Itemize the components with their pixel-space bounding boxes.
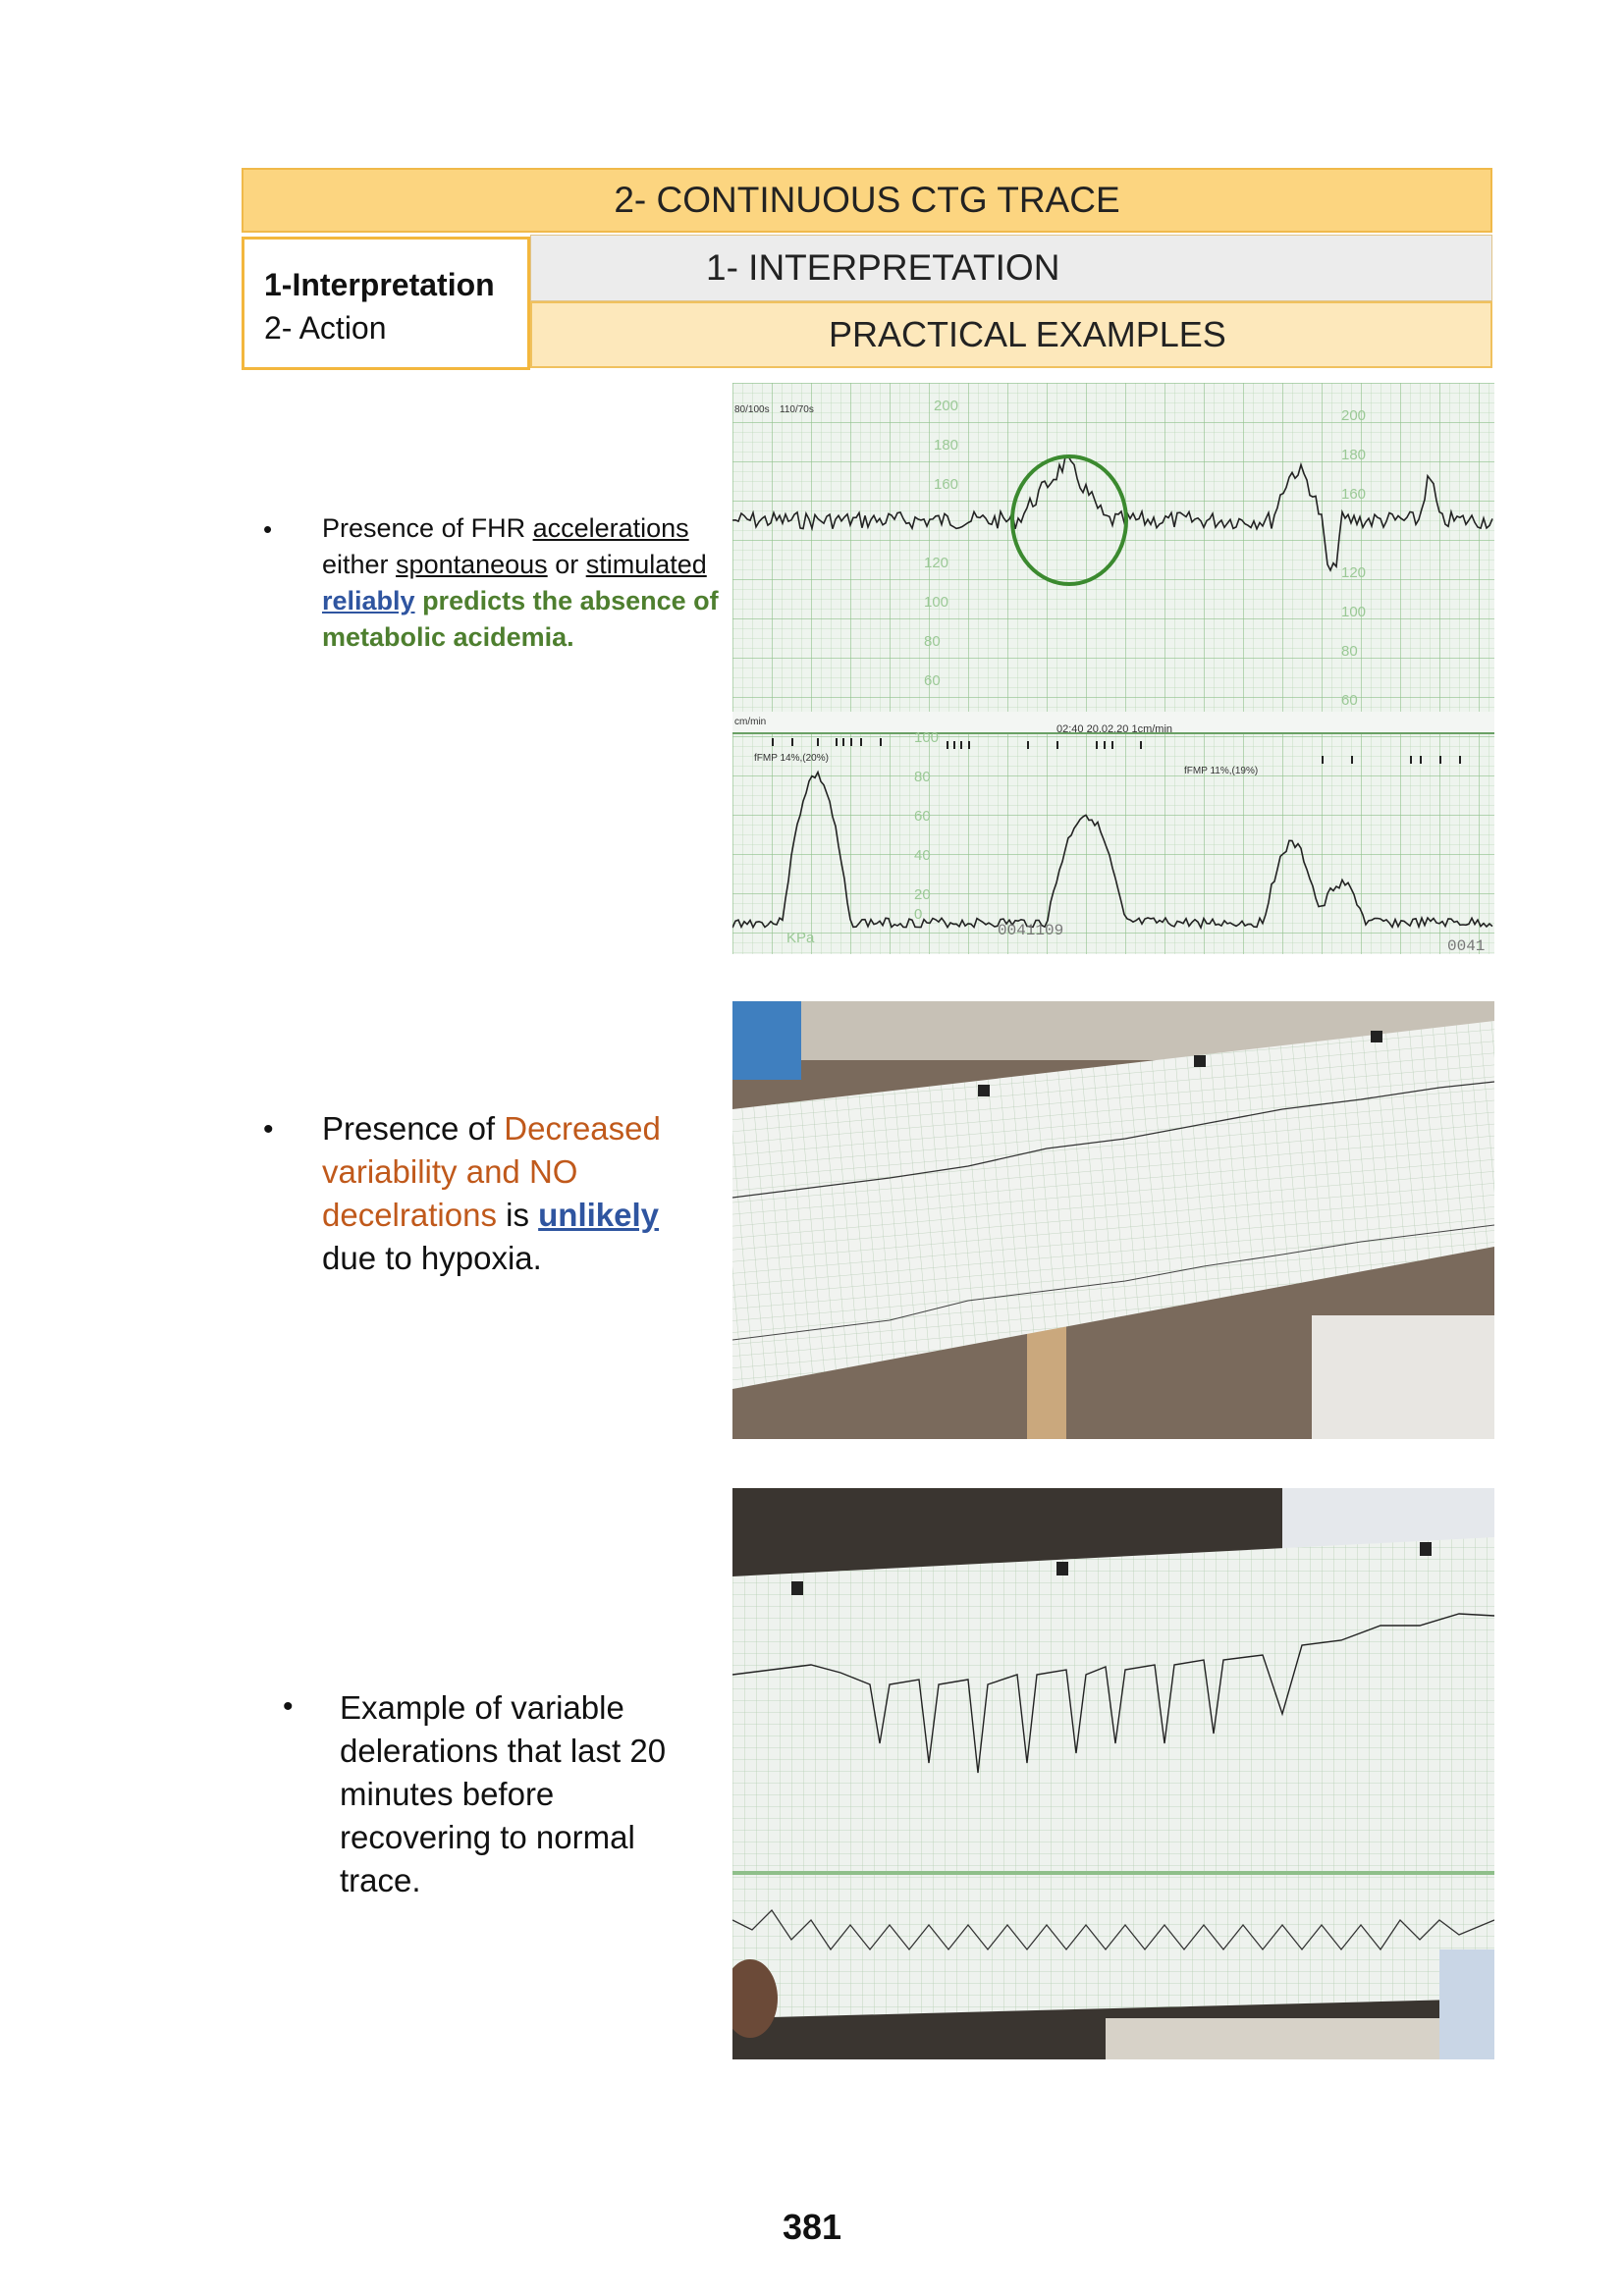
fmp-label: fFMP 14%,(20%) [754,753,829,764]
text-run: Presence of [322,1110,505,1147]
timestamp-label: 02:40 20.02.20 1cm/min [1056,723,1173,735]
text-run: due to hypoxia. [322,1240,542,1276]
text-run: Presence of FHR [322,513,533,543]
text-run: is [496,1197,539,1233]
fhr-tick: 60 [1341,692,1358,709]
bullet-text-variable-decelerations: Example of variable delerations that last 20 minutes before recovering to normal trace. [340,1689,667,1898]
subsection-title: 1- INTERPRETATION [706,247,1060,288]
ctg-photo-variable-decelerations [732,1488,1494,2059]
text-run: reliably [322,586,415,615]
nav-item-interpretation: 1-Interpretation [264,267,495,302]
fhr-tick: 200 [1341,407,1367,424]
toco-tick: 20 [914,886,931,903]
section-title-bar [242,168,1492,233]
bullet-dot: • [283,1690,294,1723]
fhr-tick: 180 [1341,447,1367,463]
bullet-text-accelerations [322,510,734,656]
toco-tick: 100 [914,729,940,746]
fhr-tick: 120 [1341,564,1367,581]
examples-title-bar [530,301,1492,368]
text-run: either [322,550,397,579]
fhr-tick: 100 [924,594,949,611]
fhr-tick: 100 [1341,604,1367,620]
fhr-tick: 60 [924,672,941,689]
fhr-tick: 200 [934,398,959,414]
bullet-dot: • [263,1113,274,1146]
nav-item-action: 2- Action [264,310,387,346]
text-run: unlikely [538,1197,660,1233]
text-run: or [547,550,586,579]
ctg-label: 80/100s [734,404,770,415]
serial-label: 0041109 [998,922,1064,939]
fhr-tick: 180 [934,437,959,454]
text-run: stimulated [585,550,707,579]
speed-label: cm/min [734,717,767,727]
section-title: 2- CONTINUOUS CTG TRACE [614,180,1120,220]
ctg-photo-decreased-variability [732,1001,1494,1439]
toco-tick: 80 [914,769,931,785]
toco-tick: 0 [914,906,923,923]
subsection-title-bar [530,235,1492,301]
examples-title: PRACTICAL EXAMPLES [829,314,1226,354]
fhr-tick: 80 [1341,643,1358,660]
serial-label: 0041 [1447,937,1486,954]
text-run: predicts the absence of metabolic acidemia. [322,586,719,652]
fmp-label: fFMP 11%,(19%) [1184,766,1259,776]
toco-tick: 60 [914,808,931,825]
bullet-dot: • [263,514,273,544]
ctg-label: 110/70s [780,404,814,415]
toco-tick: 40 [914,847,931,864]
text-run: Decreased variability and NO decelrations [322,1110,661,1233]
bullet-text-decreased-variability [322,1107,715,1280]
fhr-tick: 120 [924,555,949,571]
fhr-tick: 160 [1341,486,1367,503]
nav-box [242,237,530,370]
ctg-trace-image-accelerations [732,383,1494,954]
fhr-tick: 80 [924,633,941,650]
fhr-tick: 160 [934,476,959,493]
text-run: accelerations [532,513,689,543]
text-run: spontaneous [396,550,548,579]
page-number: 381 [782,2207,842,2247]
kpa-label: KPa [786,930,815,946]
